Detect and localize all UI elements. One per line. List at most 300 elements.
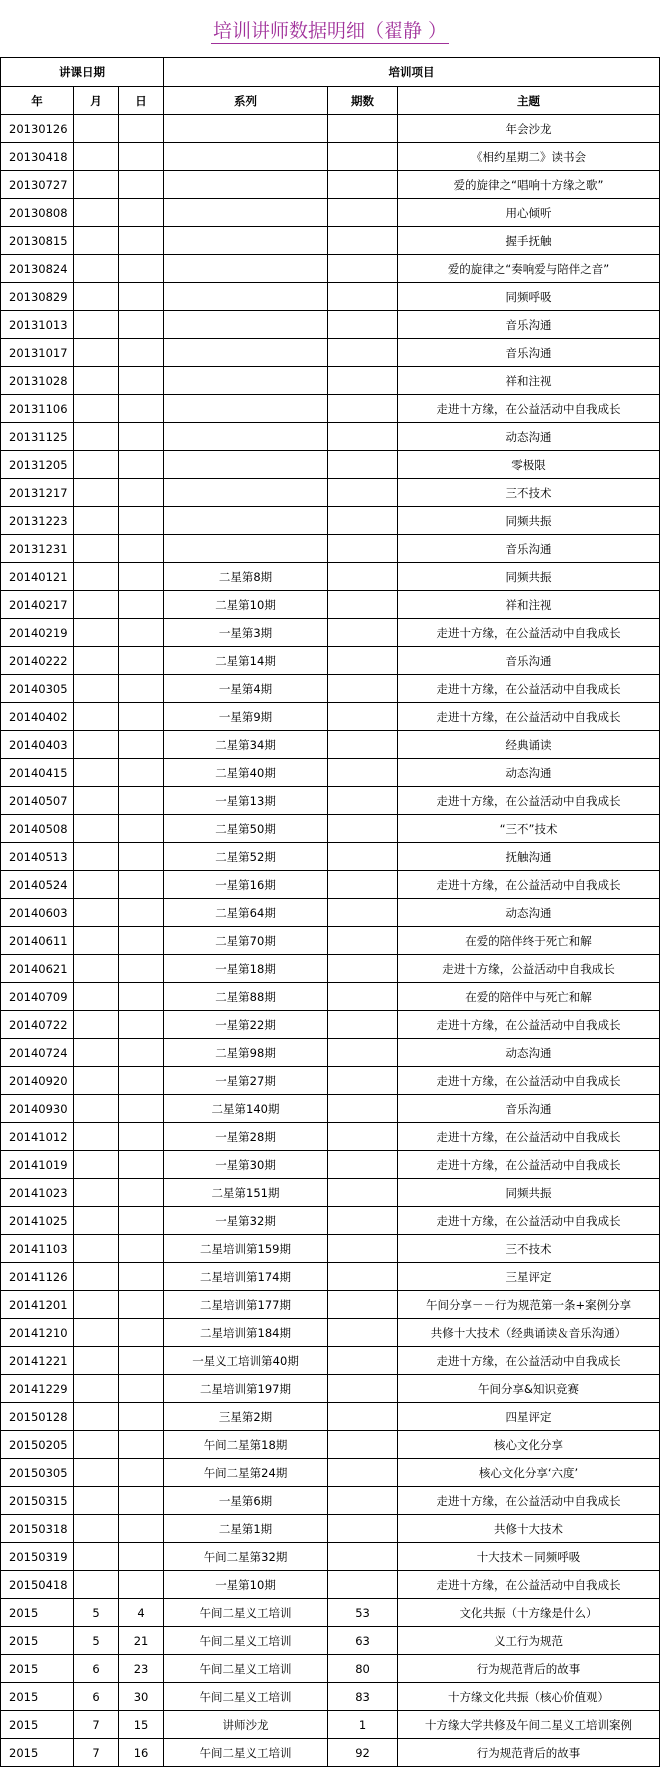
- cell-day: [119, 1515, 164, 1543]
- cell-year: 20150418: [1, 1571, 74, 1599]
- cell-year: 2015: [1, 1683, 74, 1711]
- cell-series: 午间二星第32期: [164, 1543, 328, 1571]
- cell-topic: 午间分享&知识竞赛: [398, 1375, 660, 1403]
- cell-month: [74, 395, 119, 423]
- table-row: [1, 1571, 660, 1599]
- cell-series: 二星第140期: [164, 1095, 328, 1123]
- cell-month: 5: [74, 1599, 119, 1627]
- cell-year: 20140513: [1, 843, 74, 871]
- cell-year: 20141126: [1, 1263, 74, 1291]
- cell-issue: [328, 1067, 398, 1095]
- table-row: [1, 255, 660, 283]
- cell-issue: [328, 1291, 398, 1319]
- cell-day: [119, 787, 164, 815]
- cell-series: 二星第88期: [164, 983, 328, 1011]
- cell-topic: 同频呼吸: [398, 283, 660, 311]
- cell-series: 二星培训第159期: [164, 1235, 328, 1263]
- cell-series: [164, 199, 328, 227]
- cell-series: 一星义工培训第40期: [164, 1347, 328, 1375]
- table-row: [1, 955, 660, 983]
- header-column-row: [1, 87, 660, 115]
- cell-issue: [328, 395, 398, 423]
- cell-issue: [328, 1123, 398, 1151]
- cell-month: [74, 731, 119, 759]
- cell-month: [74, 535, 119, 563]
- cell-series: [164, 227, 328, 255]
- cell-topic: 走进十方缘，在公益活动中自我成长: [398, 787, 660, 815]
- cell-series: 午间二星义工培训: [164, 1683, 328, 1711]
- cell-month: [74, 591, 119, 619]
- table-row: [1, 339, 660, 367]
- cell-day: [119, 983, 164, 1011]
- cell-month: [74, 1515, 119, 1543]
- cell-day: [119, 1375, 164, 1403]
- table-row: [1, 787, 660, 815]
- table-row: [1, 647, 660, 675]
- header-topic: 主题: [398, 87, 660, 115]
- cell-series: 一星第22期: [164, 1011, 328, 1039]
- cell-day: [119, 227, 164, 255]
- cell-month: [74, 1151, 119, 1179]
- cell-day: [119, 339, 164, 367]
- cell-day: [119, 1319, 164, 1347]
- cell-issue: [328, 115, 398, 143]
- cell-topic: 动态沟通: [398, 899, 660, 927]
- cell-day: 16: [119, 1739, 164, 1767]
- cell-day: [119, 843, 164, 871]
- cell-issue: [328, 983, 398, 1011]
- cell-issue: [328, 1179, 398, 1207]
- table-row: [1, 227, 660, 255]
- cell-issue: [328, 843, 398, 871]
- cell-issue: [328, 927, 398, 955]
- cell-series: [164, 507, 328, 535]
- cell-topic: 走进十方缘，在公益活动中自我成长: [398, 675, 660, 703]
- cell-day: [119, 451, 164, 479]
- table-row: [1, 507, 660, 535]
- cell-series: 一星第3期: [164, 619, 328, 647]
- cell-topic: 走进十方缘，在公益活动中自我成长: [398, 619, 660, 647]
- cell-topic: 动态沟通: [398, 1039, 660, 1067]
- cell-month: [74, 1011, 119, 1039]
- cell-topic: 三不技术: [398, 479, 660, 507]
- cell-issue: [328, 787, 398, 815]
- cell-issue: [328, 339, 398, 367]
- cell-topic: 经典诵读: [398, 731, 660, 759]
- cell-month: [74, 1403, 119, 1431]
- cell-month: [74, 171, 119, 199]
- cell-month: [74, 311, 119, 339]
- cell-topic: 走进十方缘，在公益活动中自我成长: [398, 1571, 660, 1599]
- cell-topic: 核心文化分享‘六度’: [398, 1459, 660, 1487]
- cell-month: [74, 1095, 119, 1123]
- cell-topic: 祥和注视: [398, 367, 660, 395]
- cell-topic: 爱的旋律之“奏响爱与陪伴之音”: [398, 255, 660, 283]
- cell-year: 20131231: [1, 535, 74, 563]
- cell-month: [74, 983, 119, 1011]
- cell-issue: [328, 1431, 398, 1459]
- table-row: [1, 1543, 660, 1571]
- cell-month: [74, 563, 119, 591]
- cell-day: [119, 703, 164, 731]
- cell-day: [119, 1459, 164, 1487]
- cell-day: [119, 1039, 164, 1067]
- cell-series: 一星第6期: [164, 1487, 328, 1515]
- cell-series: 二星第98期: [164, 1039, 328, 1067]
- cell-issue: [328, 1347, 398, 1375]
- cell-series: 二星第50期: [164, 815, 328, 843]
- cell-year: 20130418: [1, 143, 74, 171]
- cell-series: 一星第32期: [164, 1207, 328, 1235]
- cell-series: 二星培训第197期: [164, 1375, 328, 1403]
- cell-year: 20140121: [1, 563, 74, 591]
- cell-day: [119, 1543, 164, 1571]
- cell-issue: [328, 1235, 398, 1263]
- header-month: 月: [74, 87, 119, 115]
- cell-day: [119, 1067, 164, 1095]
- cell-month: [74, 451, 119, 479]
- table-row: [1, 1375, 660, 1403]
- cell-series: 二星第70期: [164, 927, 328, 955]
- cell-topic: 走进十方缘，在公益活动中自我成长: [398, 1487, 660, 1515]
- table-row: [1, 871, 660, 899]
- table-row: [1, 479, 660, 507]
- cell-month: [74, 423, 119, 451]
- cell-day: 15: [119, 1711, 164, 1739]
- header-date-group: 讲课日期: [1, 58, 164, 87]
- table-row: [1, 1459, 660, 1487]
- cell-month: [74, 647, 119, 675]
- cell-series: [164, 171, 328, 199]
- cell-month: [74, 927, 119, 955]
- cell-series: 二星第8期: [164, 563, 328, 591]
- table-row: [1, 1487, 660, 1515]
- cell-year: 20141229: [1, 1375, 74, 1403]
- cell-year: 20150205: [1, 1431, 74, 1459]
- cell-year: 20140724: [1, 1039, 74, 1067]
- table-row: [1, 1291, 660, 1319]
- cell-day: [119, 647, 164, 675]
- cell-day: [119, 255, 164, 283]
- table-row: [1, 731, 660, 759]
- cell-month: [74, 1235, 119, 1263]
- cell-year: 20130808: [1, 199, 74, 227]
- cell-month: [74, 1487, 119, 1515]
- cell-topic: 三不技术: [398, 1235, 660, 1263]
- cell-day: [119, 1151, 164, 1179]
- cell-year: 20131017: [1, 339, 74, 367]
- cell-issue: [328, 1459, 398, 1487]
- cell-day: [119, 955, 164, 983]
- table-row: [1, 591, 660, 619]
- cell-day: [119, 171, 164, 199]
- table-row: [1, 171, 660, 199]
- cell-day: [119, 759, 164, 787]
- cell-month: [74, 815, 119, 843]
- cell-year: 20131223: [1, 507, 74, 535]
- cell-year: 20150315: [1, 1487, 74, 1515]
- cell-issue: [328, 507, 398, 535]
- table-row: [1, 451, 660, 479]
- cell-year: 20141210: [1, 1319, 74, 1347]
- cell-series: [164, 143, 328, 171]
- cell-month: [74, 115, 119, 143]
- cell-month: [74, 199, 119, 227]
- cell-day: [119, 619, 164, 647]
- cell-series: 讲师沙龙: [164, 1711, 328, 1739]
- cell-month: [74, 871, 119, 899]
- cell-year: 20150319: [1, 1543, 74, 1571]
- cell-series: 二星第10期: [164, 591, 328, 619]
- cell-year: 20141023: [1, 1179, 74, 1207]
- cell-series: [164, 339, 328, 367]
- table-row: [1, 1319, 660, 1347]
- cell-month: 7: [74, 1711, 119, 1739]
- cell-topic: 爱的旋律之“唱响十方缘之歌”: [398, 171, 660, 199]
- cell-issue: [328, 871, 398, 899]
- table-row: [1, 395, 660, 423]
- cell-year: 20140722: [1, 1011, 74, 1039]
- cell-month: [74, 1039, 119, 1067]
- cell-day: [119, 143, 164, 171]
- cell-year: 20150318: [1, 1515, 74, 1543]
- cell-month: [74, 955, 119, 983]
- table-row: [1, 563, 660, 591]
- cell-topic: 四星评定: [398, 1403, 660, 1431]
- cell-series: 一星第27期: [164, 1067, 328, 1095]
- table-row: [1, 143, 660, 171]
- title-bar: [0, 0, 660, 57]
- cell-day: [119, 1487, 164, 1515]
- cell-series: [164, 255, 328, 283]
- cell-year: 20130727: [1, 171, 74, 199]
- cell-issue: 80: [328, 1655, 398, 1683]
- cell-topic: 音乐沟通: [398, 311, 660, 339]
- cell-year: 20140603: [1, 899, 74, 927]
- cell-year: 20141103: [1, 1235, 74, 1263]
- cell-series: [164, 311, 328, 339]
- cell-series: 一星第10期: [164, 1571, 328, 1599]
- cell-day: [119, 731, 164, 759]
- cell-day: [119, 1571, 164, 1599]
- table-row: [1, 423, 660, 451]
- cell-day: [119, 367, 164, 395]
- cell-topic: 十方缘大学共修及午间二星义工培训案例: [398, 1711, 660, 1739]
- cell-issue: [328, 367, 398, 395]
- header-day: 日: [119, 87, 164, 115]
- table-row: [1, 1403, 660, 1431]
- cell-topic: 音乐沟通: [398, 339, 660, 367]
- cell-month: [74, 843, 119, 871]
- cell-issue: [328, 675, 398, 703]
- cell-year: 20131217: [1, 479, 74, 507]
- cell-day: 23: [119, 1655, 164, 1683]
- cell-issue: [328, 1151, 398, 1179]
- cell-month: [74, 1431, 119, 1459]
- table-row: [1, 1011, 660, 1039]
- cell-topic: 走进十方缘，在公益活动中自我成长: [398, 1067, 660, 1095]
- cell-year: 20131028: [1, 367, 74, 395]
- cell-series: [164, 115, 328, 143]
- table-row: [1, 367, 660, 395]
- cell-issue: [328, 255, 398, 283]
- cell-topic: 三星评定: [398, 1263, 660, 1291]
- cell-year: 20140222: [1, 647, 74, 675]
- cell-series: 二星第34期: [164, 731, 328, 759]
- cell-topic: “三不”技术: [398, 815, 660, 843]
- cell-month: 7: [74, 1739, 119, 1767]
- cell-series: 一星第30期: [164, 1151, 328, 1179]
- cell-month: [74, 143, 119, 171]
- table-row: [1, 1123, 660, 1151]
- cell-issue: [328, 283, 398, 311]
- cell-day: [119, 1291, 164, 1319]
- cell-issue: [328, 1011, 398, 1039]
- cell-topic: 祥和注视: [398, 591, 660, 619]
- cell-year: 20131013: [1, 311, 74, 339]
- cell-month: [74, 1207, 119, 1235]
- cell-month: [74, 1543, 119, 1571]
- cell-topic: 握手抚触: [398, 227, 660, 255]
- cell-month: 6: [74, 1655, 119, 1683]
- cell-issue: [328, 955, 398, 983]
- cell-topic: 走进十方缘，公益活动中自我成长: [398, 955, 660, 983]
- table-row: [1, 1711, 660, 1739]
- header-project-group: 培训项目: [164, 58, 660, 87]
- cell-year: 20140415: [1, 759, 74, 787]
- cell-topic: 抚触沟通: [398, 843, 660, 871]
- cell-topic: 走进十方缘，在公益活动中自我成长: [398, 1011, 660, 1039]
- cell-day: [119, 311, 164, 339]
- cell-series: 一星第16期: [164, 871, 328, 899]
- cell-series: [164, 535, 328, 563]
- cell-series: 午间二星义工培训: [164, 1627, 328, 1655]
- table-row: [1, 1067, 660, 1095]
- cell-year: 20141201: [1, 1291, 74, 1319]
- cell-topic: 走进十方缘，在公益活动中自我成长: [398, 1207, 660, 1235]
- table-row: [1, 759, 660, 787]
- cell-month: [74, 899, 119, 927]
- cell-month: [74, 1347, 119, 1375]
- cell-issue: [328, 451, 398, 479]
- cell-month: [74, 1291, 119, 1319]
- cell-month: [74, 479, 119, 507]
- cell-series: 一星第9期: [164, 703, 328, 731]
- cell-issue: [328, 311, 398, 339]
- cell-issue: 92: [328, 1739, 398, 1767]
- cell-day: [119, 871, 164, 899]
- table-row: [1, 1151, 660, 1179]
- cell-month: [74, 1123, 119, 1151]
- cell-topic: 同频共振: [398, 507, 660, 535]
- cell-month: [74, 1263, 119, 1291]
- cell-year: 20141025: [1, 1207, 74, 1235]
- table-row: [1, 1179, 660, 1207]
- cell-year: 20150305: [1, 1459, 74, 1487]
- cell-year: 20141012: [1, 1123, 74, 1151]
- cell-year: 20130824: [1, 255, 74, 283]
- cell-issue: [328, 1571, 398, 1599]
- cell-series: 一星第4期: [164, 675, 328, 703]
- table-row: [1, 899, 660, 927]
- cell-year: 2015: [1, 1655, 74, 1683]
- cell-topic: 文化共振（十方缘是什么）: [398, 1599, 660, 1627]
- cell-issue: [328, 1039, 398, 1067]
- cell-topic: 十方缘文化共振（核心价值观）: [398, 1683, 660, 1711]
- cell-issue: [328, 647, 398, 675]
- cell-year: 20140611: [1, 927, 74, 955]
- cell-series: 午间二星义工培训: [164, 1655, 328, 1683]
- table-row: [1, 1431, 660, 1459]
- cell-issue: [328, 479, 398, 507]
- cell-month: [74, 1375, 119, 1403]
- cell-year: 20140402: [1, 703, 74, 731]
- cell-year: 20140524: [1, 871, 74, 899]
- cell-series: 二星第151期: [164, 1179, 328, 1207]
- cell-day: [119, 563, 164, 591]
- cell-day: [119, 115, 164, 143]
- cell-issue: [328, 1095, 398, 1123]
- cell-year: 20140305: [1, 675, 74, 703]
- cell-day: [119, 1347, 164, 1375]
- cell-year: 2015: [1, 1627, 74, 1655]
- header-group-row: [1, 58, 660, 87]
- cell-topic: 用心倾听: [398, 199, 660, 227]
- cell-topic: 走进十方缘，在公益活动中自我成长: [398, 395, 660, 423]
- table-row: [1, 675, 660, 703]
- cell-issue: 53: [328, 1599, 398, 1627]
- cell-series: [164, 283, 328, 311]
- cell-issue: 1: [328, 1711, 398, 1739]
- cell-month: [74, 1459, 119, 1487]
- cell-month: [74, 283, 119, 311]
- cell-issue: 83: [328, 1683, 398, 1711]
- cell-year: 2015: [1, 1739, 74, 1767]
- table-row: [1, 1039, 660, 1067]
- cell-day: [119, 283, 164, 311]
- cell-issue: [328, 1487, 398, 1515]
- cell-series: 二星第14期: [164, 647, 328, 675]
- cell-topic: 共修十大技术: [398, 1515, 660, 1543]
- cell-series: 二星第52期: [164, 843, 328, 871]
- cell-month: [74, 1319, 119, 1347]
- table-row: [1, 1347, 660, 1375]
- cell-day: [119, 423, 164, 451]
- cell-series: 午间二星义工培训: [164, 1739, 328, 1767]
- cell-year: 2015: [1, 1599, 74, 1627]
- table-row: [1, 283, 660, 311]
- cell-month: [74, 339, 119, 367]
- cell-series: [164, 451, 328, 479]
- cell-issue: [328, 591, 398, 619]
- cell-year: 20130829: [1, 283, 74, 311]
- cell-topic: 十大技术－同频呼吸: [398, 1543, 660, 1571]
- cell-year: 20140920: [1, 1067, 74, 1095]
- cell-topic: 动态沟通: [398, 423, 660, 451]
- cell-series: 午间二星第18期: [164, 1431, 328, 1459]
- cell-year: 20140930: [1, 1095, 74, 1123]
- cell-topic: 音乐沟通: [398, 535, 660, 563]
- cell-topic: 在爱的陪伴终于死亡和解: [398, 927, 660, 955]
- cell-issue: [328, 1543, 398, 1571]
- cell-series: [164, 367, 328, 395]
- cell-topic: 行为规范背后的故事: [398, 1739, 660, 1767]
- cell-issue: [328, 731, 398, 759]
- cell-month: [74, 703, 119, 731]
- cell-series: [164, 479, 328, 507]
- table-row: [1, 1515, 660, 1543]
- cell-year: 20131205: [1, 451, 74, 479]
